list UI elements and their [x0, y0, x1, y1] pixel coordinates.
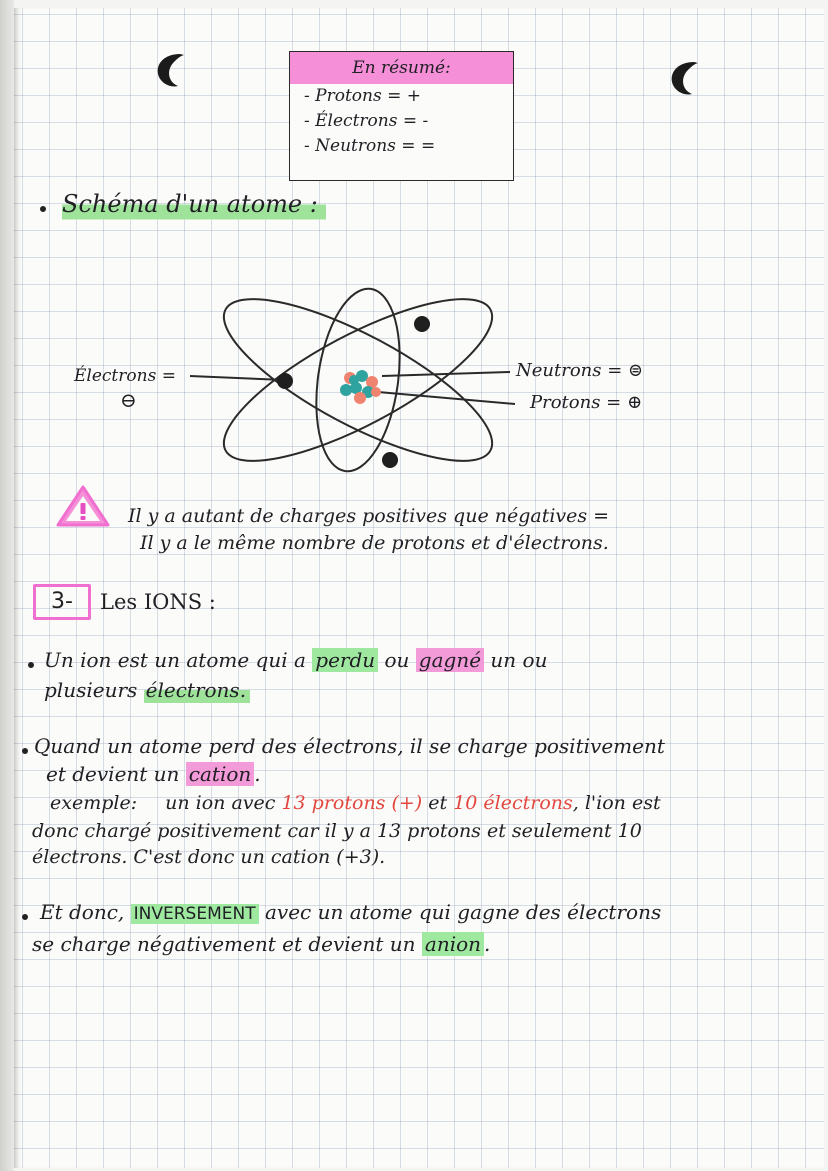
bullet-icon: [40, 206, 46, 212]
summary-row-protons: - Protons = +: [304, 86, 421, 106]
section-number: 3-: [33, 584, 91, 620]
label-electrons-symbol: ⊖: [120, 388, 137, 412]
highlight-cation: cation: [186, 762, 254, 786]
bullet-icon: [22, 914, 28, 920]
punch-hole-left-icon: [150, 50, 194, 90]
para2-line4: donc chargé positivement car il y a 13 protons et seulement 10: [32, 820, 642, 842]
para2-text-exemple: exemple:: [50, 792, 138, 814]
warning-line-2: Il y a le même nombre de protons et d'électrons.: [140, 532, 609, 554]
red-13-protons: 13 protons (+): [281, 792, 423, 814]
summary-title: En résumé:: [290, 52, 513, 84]
para1-line1: [44, 648, 547, 672]
highlight-gagne: gagné: [416, 648, 484, 672]
electron-2: [414, 316, 430, 332]
notebook-page: [14, 8, 824, 1168]
electron-1: [277, 373, 293, 389]
para1-line2: [44, 678, 250, 702]
para2-text-et: et: [428, 792, 448, 814]
warning-icon: [55, 484, 111, 528]
para2-line1: Quand un atome perd des électrons, il se charge positivement: [34, 734, 665, 758]
bullet-icon: [28, 662, 34, 668]
red-10-electrons: 10 électrons: [453, 792, 573, 814]
para2-line2: [46, 762, 261, 786]
punch-hole-right-icon: [664, 58, 708, 98]
highlight-electrons: électrons.: [144, 678, 250, 705]
para2-text-ion-est: , l'ion est: [572, 792, 661, 814]
label-electrons: Électrons =: [74, 366, 176, 386]
para1-text-ou: ou: [384, 648, 410, 672]
para3-text-b: avec un atome qui gagne des électrons: [264, 900, 662, 924]
para3-text-et-donc: Et donc,: [40, 900, 125, 924]
warning-line-1: Il y a autant de charges positives que négatives =: [128, 505, 610, 527]
para2-line5: électrons. C'est donc un cation (+3).: [32, 846, 386, 868]
protons-pointer-line: [378, 392, 515, 404]
section-title: Les IONS :: [100, 590, 216, 614]
para3-text-charge: se charge négativement et devient un: [32, 932, 416, 956]
bullet-icon: [22, 748, 28, 754]
para3-line2: [32, 932, 490, 956]
highlight-anion: anion: [422, 932, 484, 956]
notebook-binding: [0, 0, 14, 1171]
nucleus: [340, 370, 381, 404]
para1-text-b: un ou: [490, 648, 548, 672]
para3-text-dot: .: [484, 932, 491, 956]
para3-line1: [40, 900, 661, 924]
para1-text-plusieurs: plusieurs: [44, 678, 138, 702]
label-protons: Protons = ⊕: [530, 392, 643, 413]
para2-text-devient: et devient un: [46, 762, 180, 786]
summary-box: [289, 51, 514, 181]
summary-row-neutrons: - Neutrons = =: [304, 136, 436, 156]
para2-text-dot: .: [254, 762, 261, 786]
electron-3: [382, 452, 398, 468]
para2-text-ion-avec: un ion avec: [165, 792, 276, 814]
summary-row-electrons: - Électrons = -: [304, 111, 429, 131]
label-neutrons: Neutrons = ⊜: [516, 360, 644, 381]
schema-heading: Schéma d'un atome :: [62, 190, 326, 222]
highlight-perdu: perdu: [312, 648, 378, 672]
para1-text-a: Un ion est un atome qui a: [44, 648, 306, 672]
highlight-inversement: INVERSEMENT: [131, 904, 259, 924]
para2-line3: [50, 792, 661, 814]
